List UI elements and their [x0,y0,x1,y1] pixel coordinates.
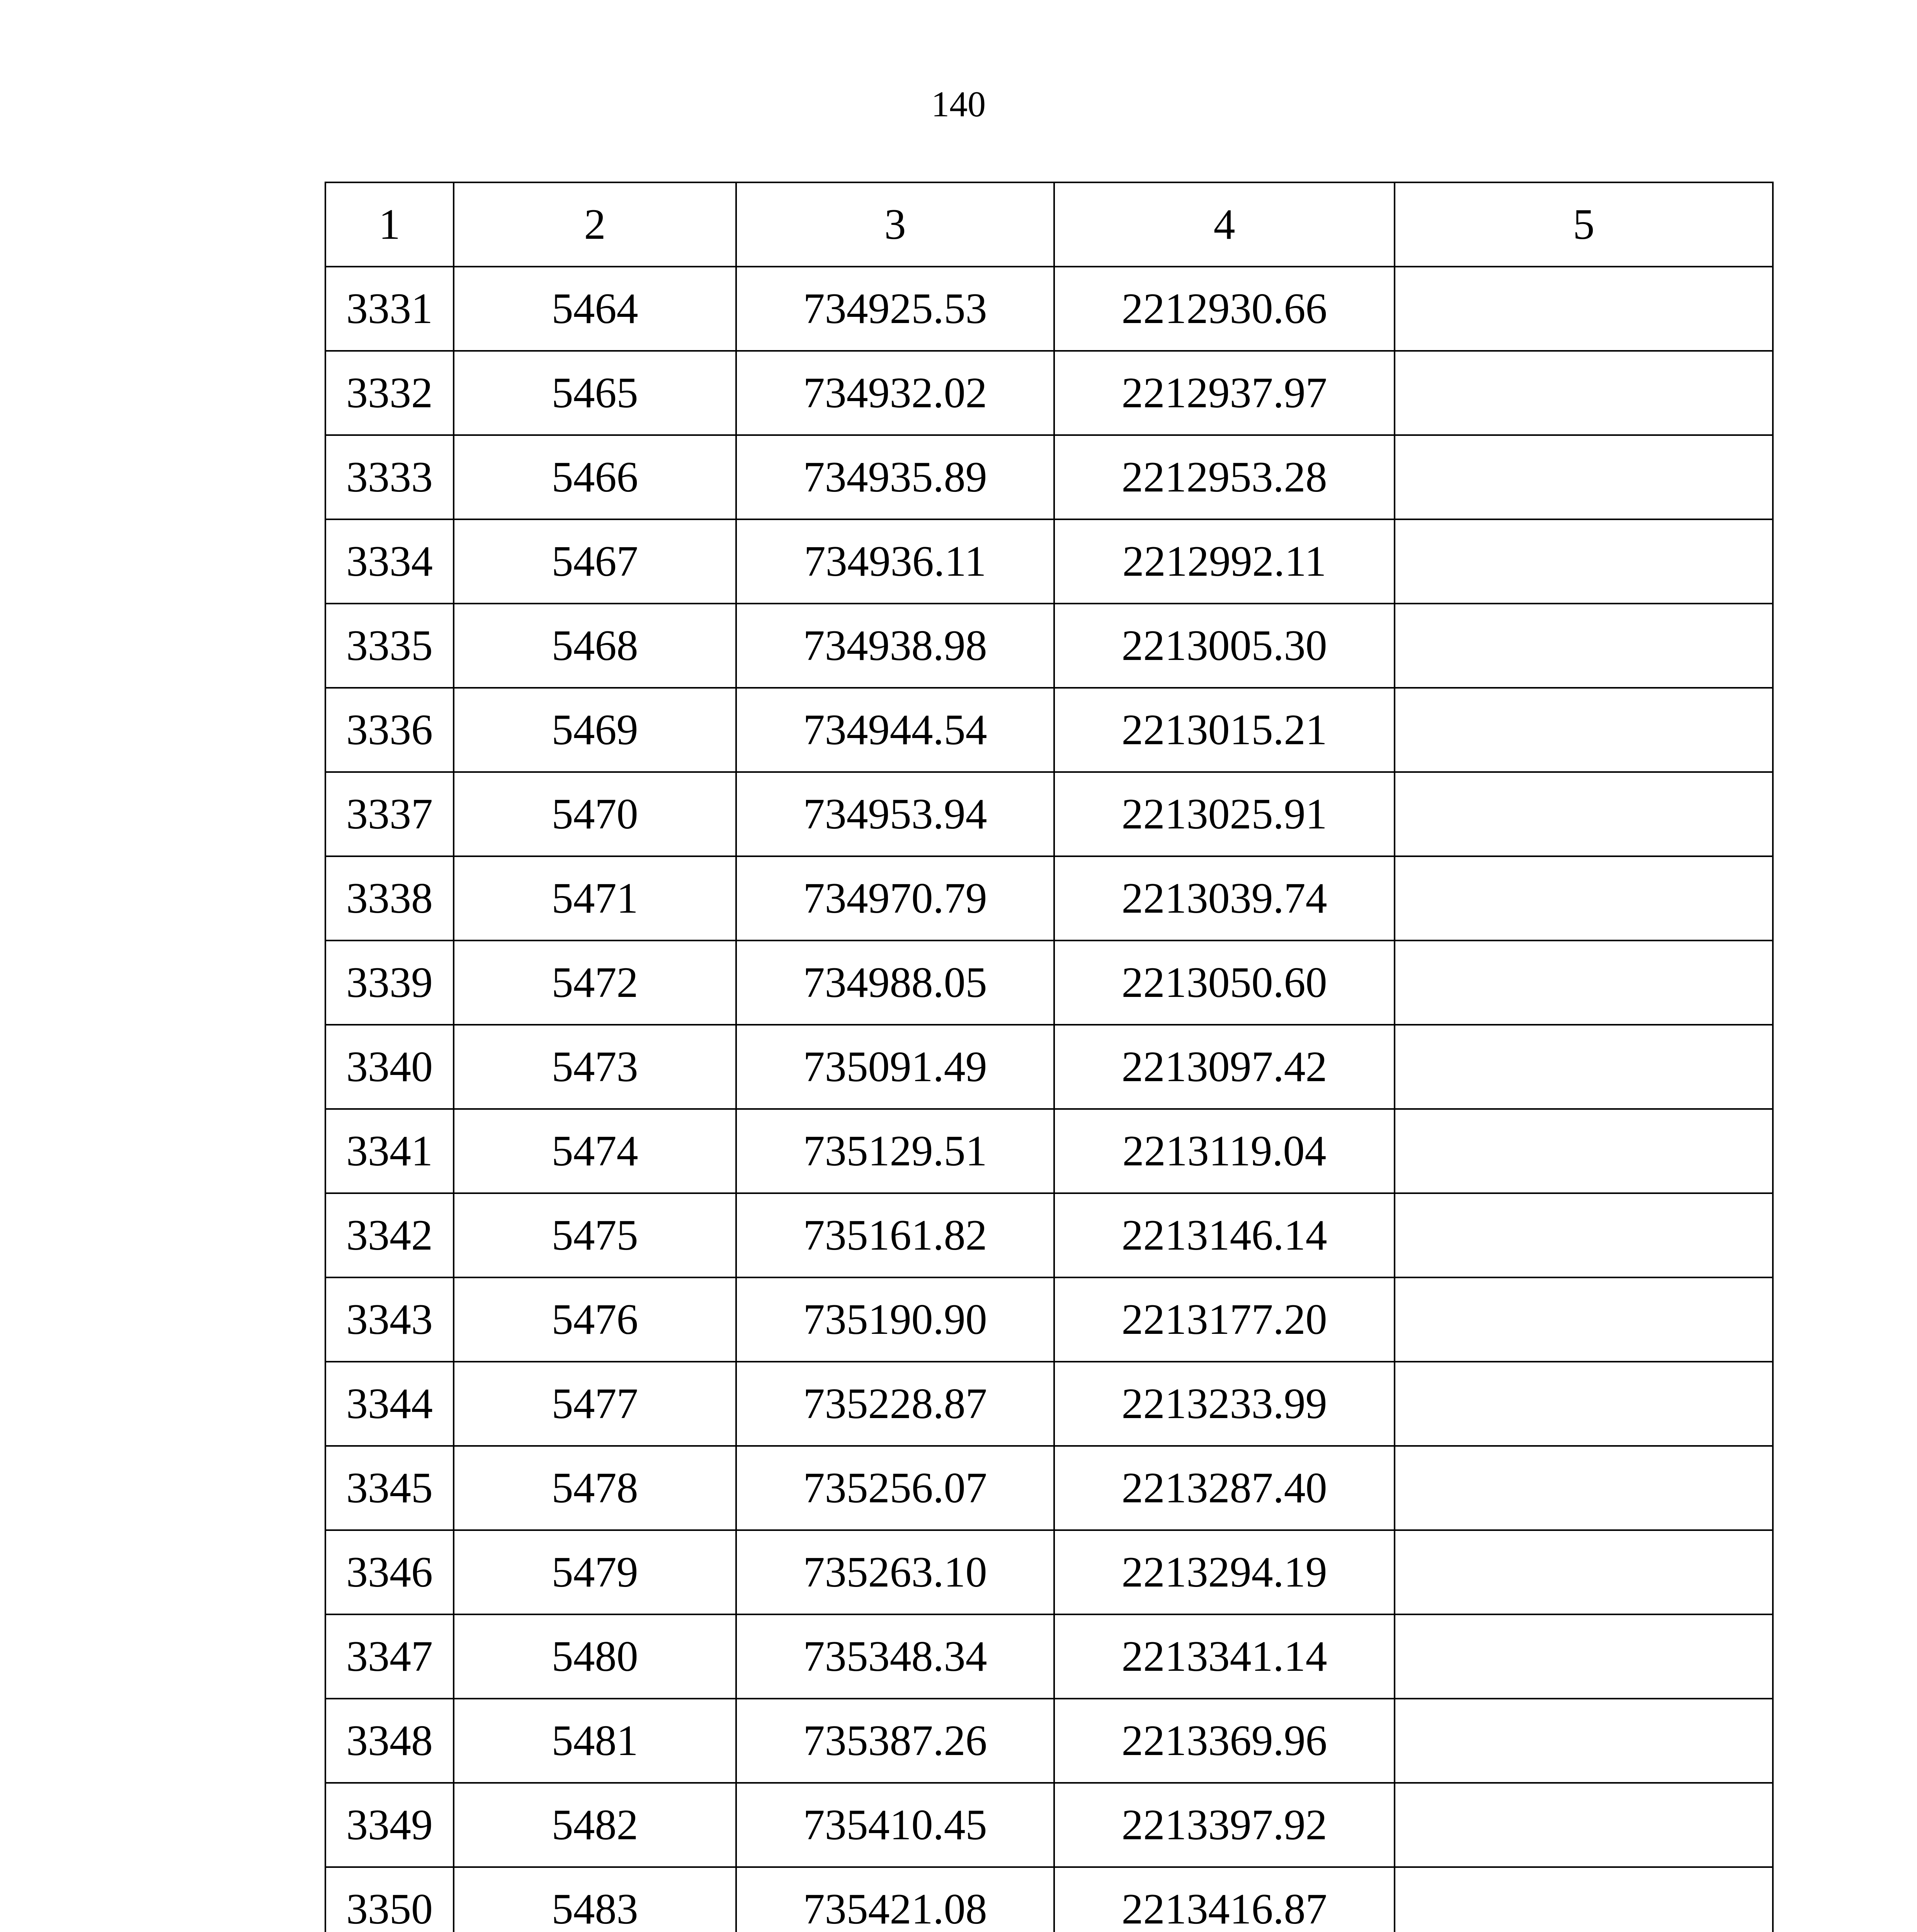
table-cell-col-1: 3349 [325,1783,454,1867]
table-cell-col-2: 5480 [454,1614,736,1699]
table-cell-col-3: 734970.79 [736,856,1054,940]
table-cell-col-5 [1395,1699,1773,1783]
table-row [325,267,1773,351]
table-cell-col-5 [1395,519,1773,604]
table-cell-col-4: 2212992.11 [1054,519,1395,604]
table-cell-col-5 [1395,604,1773,688]
table-cell-col-5 [1395,1109,1773,1193]
table-cell-col-2: 5469 [454,688,736,772]
table-body [325,267,1773,1932]
table-row [325,1783,1773,1867]
table-cell-col-1: 3346 [325,1530,454,1614]
table-row [325,940,1773,1025]
table-cell-col-4: 2213233.99 [1054,1362,1395,1446]
table-cell-col-1: 3340 [325,1025,454,1109]
table-cell-col-4: 2213039.74 [1054,856,1395,940]
table-cell-col-3: 734925.53 [736,267,1054,351]
table-row [325,351,1773,435]
table-cell-col-4: 2213097.42 [1054,1025,1395,1109]
column-header-3: 3 [736,182,1054,267]
table-cell-col-3: 734988.05 [736,940,1054,1025]
table-cell-col-2: 5471 [454,856,736,940]
column-header-5: 5 [1395,182,1773,267]
table-row [325,1614,1773,1699]
table-row [325,688,1773,772]
table-cell-col-5 [1395,856,1773,940]
table-row [325,435,1773,519]
table-cell-col-4: 2213005.30 [1054,604,1395,688]
table-cell-col-4: 2213294.19 [1054,1530,1395,1614]
page-number: 140 [931,84,986,124]
table-cell-col-1: 3337 [325,772,454,856]
table-cell-col-1: 3332 [325,351,454,435]
table-cell-col-2: 5477 [454,1362,736,1446]
table-cell-col-3: 735129.51 [736,1109,1054,1193]
table-cell-col-3: 734953.94 [736,772,1054,856]
table-cell-col-2: 5476 [454,1277,736,1362]
table-cell-col-3: 735387.26 [736,1699,1054,1783]
table-cell-col-5 [1395,772,1773,856]
table-cell-col-2: 5483 [454,1867,736,1932]
table-cell-col-2: 5475 [454,1193,736,1277]
table-cell-col-1: 3347 [325,1614,454,1699]
table-cell-col-2: 5479 [454,1530,736,1614]
table-cell-col-5 [1395,267,1773,351]
table-cell-col-3: 735091.49 [736,1025,1054,1109]
table-header-row [325,182,1773,267]
table-cell-col-5 [1395,1867,1773,1932]
table-cell-col-1: 3333 [325,435,454,519]
table-cell-col-1: 3345 [325,1446,454,1530]
table-cell-col-3: 734944.54 [736,688,1054,772]
table-cell-col-4: 2213025.91 [1054,772,1395,856]
table-cell-col-2: 5472 [454,940,736,1025]
table-row [325,772,1773,856]
table-row [325,519,1773,604]
table-cell-col-1: 3350 [325,1867,454,1932]
table-cell-col-2: 5470 [454,772,736,856]
table-cell-col-3: 735348.34 [736,1614,1054,1699]
table-cell-col-4: 2213177.20 [1054,1277,1395,1362]
table-cell-col-4: 2213015.21 [1054,688,1395,772]
table-cell-col-4: 2213287.40 [1054,1446,1395,1530]
table-row [325,1193,1773,1277]
table-cell-col-1: 3334 [325,519,454,604]
table-cell-col-3: 735256.07 [736,1446,1054,1530]
table-cell-col-2: 5468 [454,604,736,688]
table-cell-col-5 [1395,1446,1773,1530]
table-row [325,1277,1773,1362]
column-header-4: 4 [1054,182,1395,267]
table-cell-col-2: 5464 [454,267,736,351]
table-row [325,1867,1773,1932]
table-cell-col-4: 2213119.04 [1054,1109,1395,1193]
table-cell-col-5 [1395,351,1773,435]
table-cell-col-3: 734936.11 [736,519,1054,604]
table-cell-col-2: 5482 [454,1783,736,1867]
table-row [325,1362,1773,1446]
table-cell-col-1: 3336 [325,688,454,772]
table-cell-col-3: 735228.87 [736,1362,1054,1446]
table-cell-col-1: 3335 [325,604,454,688]
table-cell-col-4: 2213416.87 [1054,1867,1395,1932]
table-row [325,1025,1773,1109]
table-cell-col-4: 2213341.14 [1054,1614,1395,1699]
table-cell-col-1: 3342 [325,1193,454,1277]
table-cell-col-2: 5474 [454,1109,736,1193]
table-cell-col-5 [1395,1783,1773,1867]
table-cell-col-5 [1395,940,1773,1025]
table-cell-col-2: 5478 [454,1446,736,1530]
table-cell-col-5 [1395,435,1773,519]
table-cell-col-4: 2212930.66 [1054,267,1395,351]
table-cell-col-2: 5465 [454,351,736,435]
table-row [325,1699,1773,1783]
table-cell-col-4: 2213397.92 [1054,1783,1395,1867]
table-cell-col-2: 5466 [454,435,736,519]
table-cell-col-1: 3343 [325,1277,454,1362]
table-row [325,1109,1773,1193]
table-row [325,1530,1773,1614]
table-cell-col-3: 735410.45 [736,1783,1054,1867]
table-cell-col-3: 734938.98 [736,604,1054,688]
table-cell-col-3: 735161.82 [736,1193,1054,1277]
table-cell-col-4: 2213146.14 [1054,1193,1395,1277]
coordinates-table [325,182,1774,1932]
table-cell-col-5 [1395,1193,1773,1277]
table-cell-col-5 [1395,688,1773,772]
table-cell-col-4: 2212937.97 [1054,351,1395,435]
table-cell-col-5 [1395,1277,1773,1362]
table-cell-col-5 [1395,1362,1773,1446]
table-row [325,1446,1773,1530]
table-cell-col-2: 5467 [454,519,736,604]
table-row [325,604,1773,688]
table-cell-col-2: 5473 [454,1025,736,1109]
table-cell-col-3: 734935.89 [736,435,1054,519]
column-header-1: 1 [325,182,454,267]
table-cell-col-5 [1395,1614,1773,1699]
table-cell-col-4: 2213050.60 [1054,940,1395,1025]
table-cell-col-1: 3331 [325,267,454,351]
table-cell-col-3: 735190.90 [736,1277,1054,1362]
table-cell-col-1: 3341 [325,1109,454,1193]
table-row [325,856,1773,940]
table-cell-col-4: 2213369.96 [1054,1699,1395,1783]
table-cell-col-3: 734932.02 [736,351,1054,435]
table-cell-col-5 [1395,1025,1773,1109]
table-cell-col-1: 3348 [325,1699,454,1783]
table-cell-col-1: 3339 [325,940,454,1025]
table-cell-col-3: 735421.08 [736,1867,1054,1932]
table-cell-col-5 [1395,1530,1773,1614]
table-cell-col-2: 5481 [454,1699,736,1783]
table-cell-col-3: 735263.10 [736,1530,1054,1614]
table-cell-col-1: 3338 [325,856,454,940]
column-header-2: 2 [454,182,736,267]
table-cell-col-1: 3344 [325,1362,454,1446]
table-cell-col-4: 2212953.28 [1054,435,1395,519]
